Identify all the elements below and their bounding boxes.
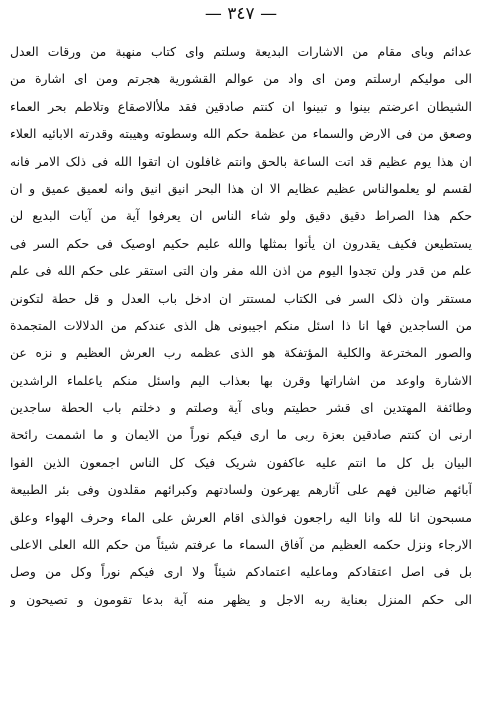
text-line: الی مولیکم ارسلتم ومن ای واد من عوالم القشوریة هجرتم ومن ای اشارة من: [10, 71, 472, 87]
text-line: ارنی ان کنتم صادقین بعزة ربی ما اری فیکم نوراً من الایمان و ما اشممت رائحة: [10, 427, 472, 443]
text-line: یستطیعن فکیف یقدرون ان یأتوا بمثلها والله علیم حکیم اوصیک فی حکم السر فی: [10, 235, 472, 251]
text-line: مستقر وان ذلک السر فی الکتاب لمستتر ان ادخل باب العدل و قل حطة لتکونن: [10, 290, 472, 306]
page-number: — ٣٤٧ —: [204, 4, 278, 24]
text-line: مسبحون انا لله وانا الیه راجعون فوالذی اقام العرش علی الماء وحرف الهواء وعلق: [10, 509, 472, 525]
text-line: الشیطان اعرضتم بینوا و تبینوا ان کنتم صادقین فقد ملأالاصقاع وتلاطم بحر العماء: [10, 98, 472, 114]
text-line: بل فی اصل اعتقادکم وماعلیه اعتمادکم شیئاً ولا اری فیکم نوراً وکل من وصل: [10, 564, 472, 580]
text-line: عدائم وبای مقام من الاشارات البدیعة وسلتم وای کتاب منهبة من ورقات العدل: [10, 44, 472, 59]
text-line: الاشارة واوعد من اشاراتها وقرن بها بعذاب الیم واسئل منکم یاعلماء الراشدین: [10, 372, 472, 388]
text-body: [10, 38, 472, 613]
text-line: حکم هذا الصراط دقیق دقیق ولو شاء الناس ان یعرفوا آیة من آیات البدیع لن: [10, 208, 472, 224]
text-line: من الساجدین فها انا ذا اسئل منکم اجیبونی هل الذی عندکم من الدلالات المتجمدة: [10, 317, 472, 333]
text-line: وطائفة المهتدین ای قشر حطیتم وبای آیة وصلتم و دخلتم باب الحطة ساجدین: [10, 400, 472, 416]
text-line: علم من قدر ولن تجدوا الیوم من اذن الله مفر وان التی استقر علی حکم الله فی علم: [10, 263, 472, 279]
text-line: والصور المخترعة والکلیة المؤتفکة هو الذی عظمه رب العرش العظیم و نزه عن: [10, 345, 472, 361]
text-line: الی حکم المنزل بعنایة ربه الاجل و یظهر منه آیة بدعا تقومون و تصیحون و: [10, 591, 472, 607]
text-line: لقسم لو یعلموالناس عظیم عظایم الا ان هذا البحر انیق انیق وانه لعمیق عمیق و ان: [10, 180, 472, 196]
text-line: آبائهم ضالین فهم علی آثارهم یهرعون ولسادتهم وکبرائهم مقلدون وفی بئر الطبیعة: [10, 482, 472, 498]
text-line: البیان بل کل ما انتم علیه عاکفون شریک فیک کل الناس اجمعون الذین الفوا: [10, 454, 472, 470]
text-line: الارجاء ونزل حکمه العظیم من آفاق السماء ما عرفتم شیئاً من حکم الله العلی الاعلی: [10, 537, 472, 553]
text-line: وصعق من فی الارض والسماء من عظمة حکم الله وسطوته وهیبته وقدرته الابائیه العلاء: [10, 126, 472, 142]
text-line: ان هذا یوم عظیم قد اتت الساعة بالحق وانتم غافلون ان اتقوا الله فی ذلک الامر فانه: [10, 153, 472, 169]
